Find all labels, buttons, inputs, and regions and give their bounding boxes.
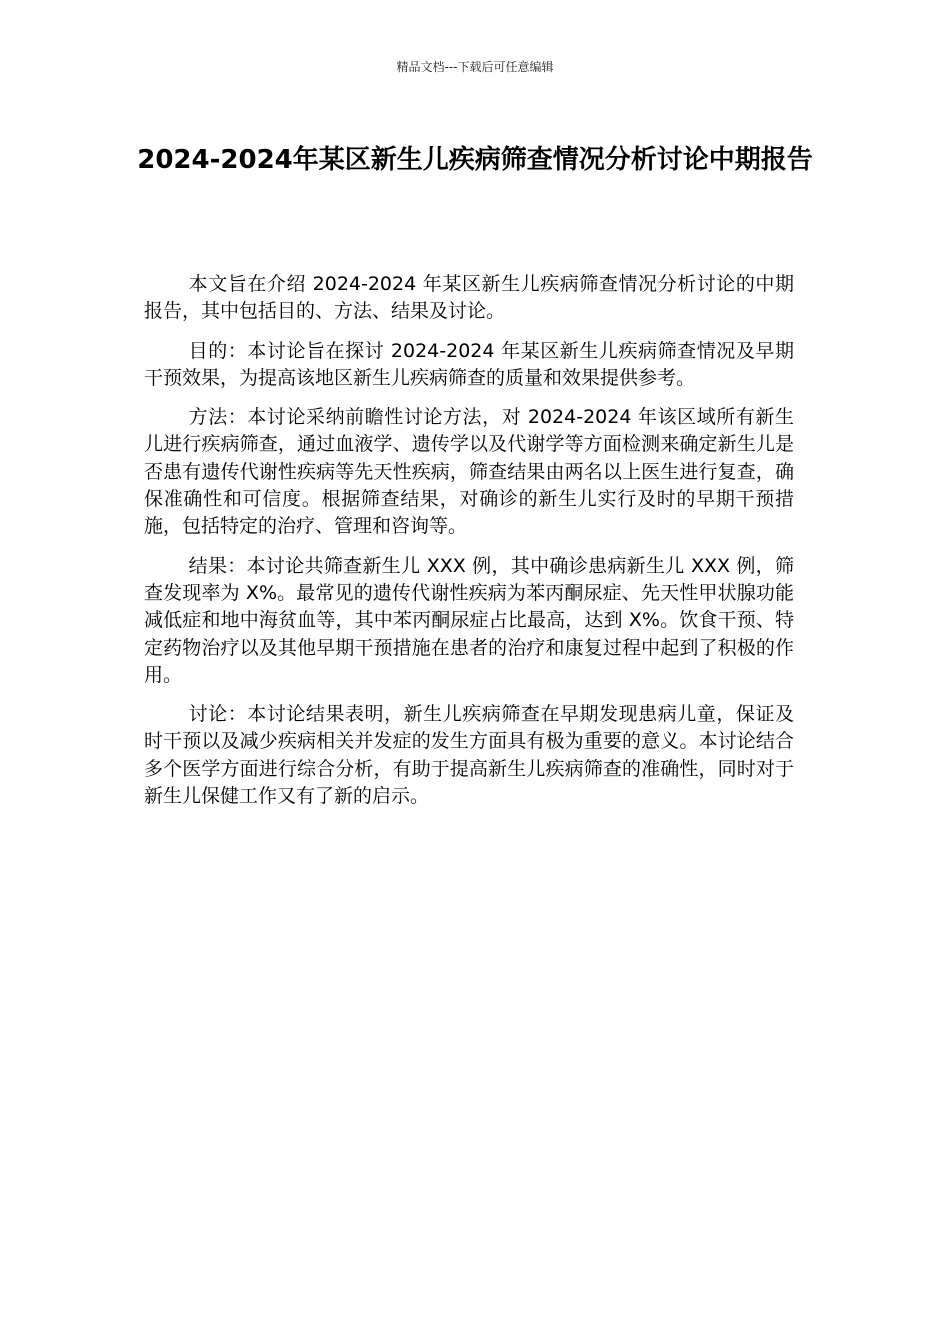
paragraph-results: 结果：本讨论共筛查新生儿 XXX 例，其中确诊患病新生儿 XXX 例，筛查发现率为 X%。最常见的遗传代谢性疾病为苯丙酮尿症、先天性甲状腺功能减低症和地中海贫血等，其中苯丙酮尿症占比最高，达到 X%。饮食干预、特定药物治疗以及其他早期干预措施在患者的治疗和康复过程中起到了积极的作用。 (144, 554, 794, 686)
paragraph-intro: 本文旨在介绍 2024-2024 年某区新生儿疾病筛查情况分析讨论的中期报告，其中包括目的、方法、结果及讨论。 (144, 273, 794, 323)
paragraph-discussion: 讨论：本讨论结果表明，新生儿疾病筛查在早期发现患病儿童，保证及时干预以及减少疾病相关并发症的发生方面具有极为重要的意义。本讨论结合多个医学方面进行综合分析，有助于提高新生儿疾病筛查的准确性，同时对于新生儿保健工作又有了新的启示。 (144, 703, 794, 808)
document-body (144, 271, 794, 822)
paragraph-methods: 方法：本讨论采纳前瞻性讨论方法，对 2024-2024 年该区域所有新生儿进行疾病筛查，通过血液学、遗传学以及代谢学等方面检测来确定新生儿是否患有遗传代谢性疾病等先天性疾病，筛查结果由两名以上医生进行复查，确保准确性和可信度。根据筛查结果，对确诊的新生儿实行及时的早期干预措施，包括特定的治疗、管理和咨询等。 (144, 406, 794, 538)
header-note: 精品文档---下载后可任意编辑 (396, 60, 554, 74)
paragraph-purpose: 目的：本讨论旨在探讨 2024-2024 年某区新生儿疾病筛查情况及早期干预效果，为提高该地区新生儿疾病筛查的质量和效果提供参考。 (144, 339, 794, 389)
document-title: 2024-2024年某区新生儿疾病筛查情况分析讨论中期报告 (137, 145, 813, 175)
